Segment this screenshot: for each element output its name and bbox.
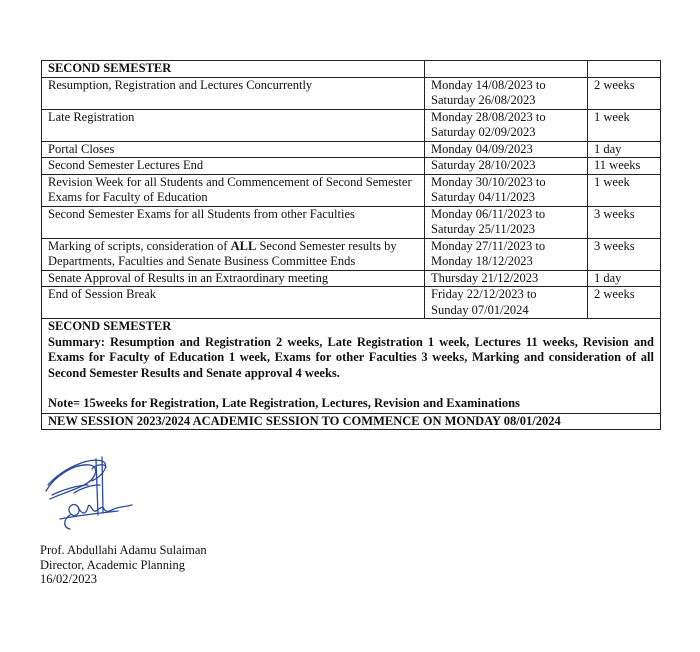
date-from: Monday 06/11/2023 to [431,206,546,221]
signature-icon [40,455,140,535]
summary-note: Note= 15weeks for Registration, Late Registration, Lectures, Revision and Examinations [48,396,520,410]
activity-cell: Portal Closes [42,141,425,158]
date-from: Friday 22/12/2023 to [431,287,537,301]
activity-cell: Revision Week for all Students and Commencement of Second Semester Exams for Faculty of Education [42,174,425,206]
date-to: Sunday 07/01/2024 [431,302,529,317]
table-row [42,109,661,141]
summary-cell [42,319,661,414]
table-row [42,270,661,287]
table-row [42,238,661,270]
date-cell [425,174,588,206]
heading-duration-cell [588,61,661,78]
activity-cell: Late Registration [42,109,425,141]
date-to: Saturday 25/11/2023 [431,222,536,236]
date-cell [425,141,588,158]
duration-cell: 1 week [588,174,661,206]
heading-date-cell [425,61,588,78]
date-cell [425,77,588,109]
date-cell [425,270,588,287]
table-row [42,158,661,175]
date-to: Saturday 02/09/2023 [431,125,536,139]
date-to: Monday 18/12/2023 [431,254,533,268]
summary-text: Summary: Resumption and Registration 2 weeks, Late Registration 1 week, Lectures 11 weeks, Revision and Exams for Faculty of Education 1 week, Exams for other Faculties 3 weeks, Marking and consideration of all Second Semester Results and Senate approval 4 weeks. [48,334,654,380]
date-from: Monday 30/10/2023 to [431,174,546,189]
activity-cell: Resumption, Registration and Lectures Concurrently [42,77,425,109]
activity-cell: Second Semester Lectures End [42,158,425,175]
date-from: Monday 28/08/2023 to [431,109,546,124]
date-cell [425,238,588,270]
date-from: Saturday 28/10/2023 [431,158,536,172]
duration-cell: 3 weeks [588,238,661,270]
duration-cell: 1 week [588,109,661,141]
duration-cell: 2 weeks [588,77,661,109]
duration-cell: 11 weeks [588,158,661,175]
new-session-text: NEW SESSION 2023/2024 ACADEMIC SESSION TO COMMENCE ON MONDAY 08/01/2024 [42,413,661,430]
table-row [42,141,661,158]
activity-cell: End of Session Break [42,287,425,319]
signature-image [40,455,140,535]
date-to: Saturday 04/11/2023 [431,190,536,204]
date-cell [425,287,588,319]
table-row [42,77,661,109]
activity-text-post: Second Semester results by Departments, Faculties and Senate Business Committee Ends [48,238,397,268]
date-from: Thursday 21/12/2023 [431,270,539,285]
summary-spacer [48,381,654,396]
date-cell [425,158,588,175]
signatory-name: Prof. Abdullahi Adamu Sulaiman [40,543,207,557]
signatory-title: Director, Academic Planning [40,557,185,572]
activity-cell [42,238,425,270]
activity-cell: Senate Approval of Results in an Extraordinary meeting [42,270,425,287]
date-to: Saturday 26/08/2023 [431,93,536,107]
calendar-table [41,60,661,430]
date-from: Monday 14/08/2023 to [431,77,546,92]
duration-cell: 1 day [588,270,661,287]
activity-cell: Second Semester Exams for all Students from other Faculties [42,206,425,238]
activity-text-pre: Marking of scripts, consideration of [48,238,231,253]
summary-row [42,319,661,414]
date-cell [425,206,588,238]
section-heading: SECOND SEMESTER [42,61,425,78]
table-row [42,206,661,238]
activity-text-bold: ALL [230,238,257,253]
duration-cell: 2 weeks [588,287,661,319]
duration-cell: 3 weeks [588,206,661,238]
summary-heading: SECOND SEMESTER [48,319,172,333]
table-row [42,287,661,319]
new-session-row [42,413,661,430]
duration-cell: 1 day [588,141,661,158]
section-heading-row [42,61,661,78]
date-cell [425,109,588,141]
table-row [42,174,661,206]
signatory-date: 16/02/2023 [40,572,97,586]
date-from: Monday 27/11/2023 to [431,238,546,253]
signatory-block [40,543,207,587]
date-from: Monday 04/09/2023 [431,141,533,156]
